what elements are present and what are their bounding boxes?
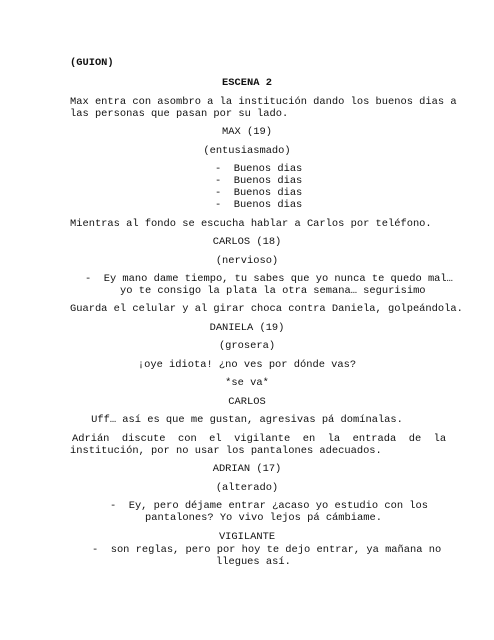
dialogue-line: pantalones? Yo vivo lejos pá cámbiame. — [145, 512, 382, 524]
dialogue-line: - Buenos dias — [215, 199, 303, 211]
character-name-carlos: CARLOS (18) — [212, 236, 282, 248]
dialogue-line: yo te consigo la plata la otra semana… segurisimo — [120, 285, 426, 297]
action-line: Max entra con asombro a la institución dando los buenos dias a — [70, 96, 457, 108]
action-line: institución, por no usar los pantalones adecuados. — [70, 445, 382, 457]
stage-direction: *se va* — [225, 377, 269, 389]
action-line: las personas que pasan por su lado. — [70, 108, 289, 120]
character-name-adrian: ADRIAN (17) — [212, 463, 282, 475]
dialogue-line: - son reglas, pero por hoy te dejo entrar, ya mañana no — [92, 544, 442, 556]
action-line: Adrián discute con el vigilante en la entrada de la — [72, 433, 447, 445]
character-name-daniela: DANIELA (19) — [209, 322, 285, 334]
dialogue-line: - Buenos dias — [215, 163, 303, 175]
action-line: Mientras al fondo se escucha hablar a Carlos por teléfono. — [70, 218, 432, 230]
dialogue-line: llegues así. — [216, 556, 291, 568]
parenthetical-carlos: (nervioso) — [215, 255, 279, 267]
parenthetical-max: (entusiasmado) — [203, 145, 291, 157]
dialogue-line: ¡oye idiota! ¿no ves por dónde vas? — [137, 359, 357, 371]
parenthetical-adrian: (alterado) — [215, 482, 279, 494]
parenthetical-daniela: (grosera) — [218, 340, 276, 352]
dialogue-line: - Ey mano dame tiempo, tu sabes que yo nunca te quedo mal… — [85, 273, 453, 285]
dialogue-line: - Buenos dias — [215, 187, 303, 199]
character-name-max: MAX (19) — [222, 126, 272, 138]
dialogue-line: - Ey, pero déjame entrar ¿acaso yo estudio con los — [110, 500, 429, 512]
dialogue-line: Uff… así es que me gustan, agresivas pá domínalas. — [91, 414, 403, 426]
character-name-carlos: CARLOS — [228, 396, 266, 408]
script-label: (GUION) — [70, 57, 114, 69]
action-line: Guarda el celular y al girar choca contra Daniela, golpeándola. — [70, 303, 463, 315]
scene-title: ESCENA 2 — [222, 77, 272, 89]
dialogue-line: - Buenos dias — [215, 175, 303, 187]
character-name-vigilante: VIGILANTE — [218, 531, 276, 543]
